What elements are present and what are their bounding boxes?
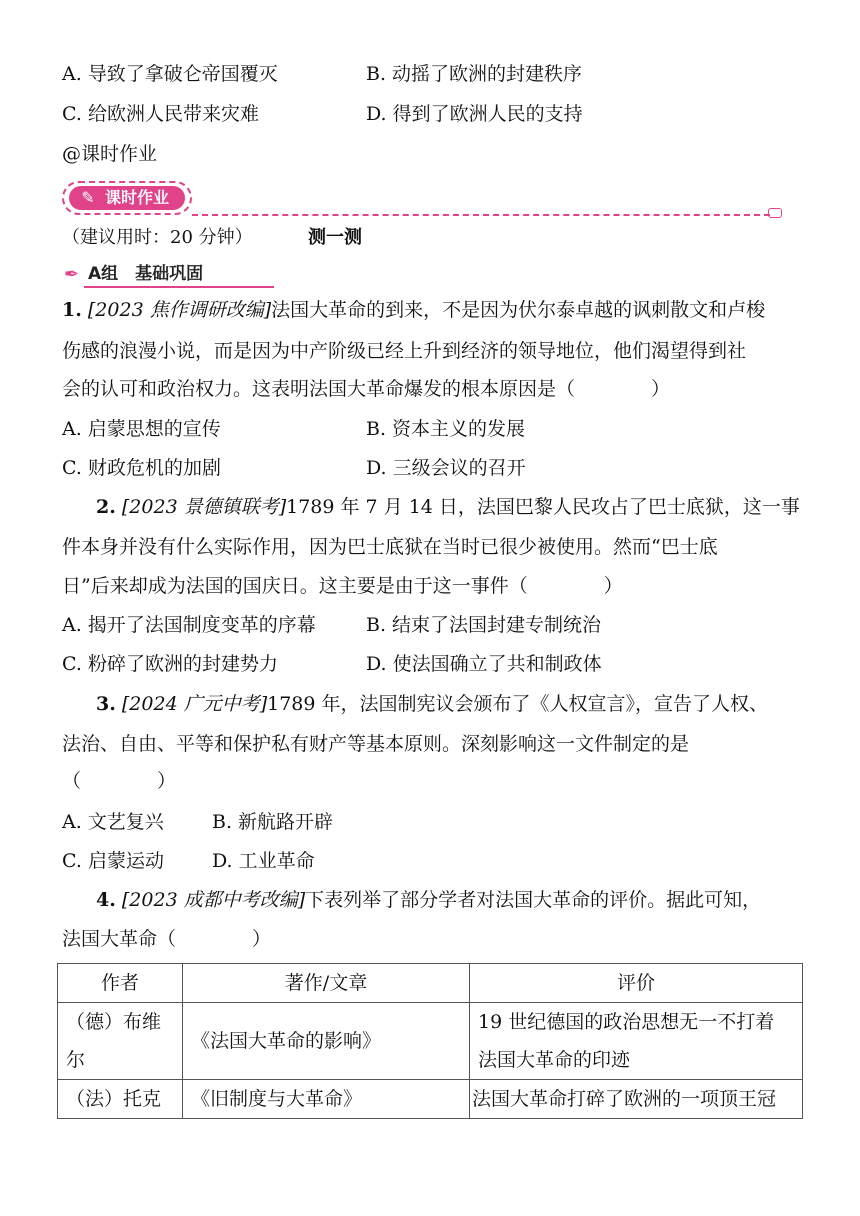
q3-source: [2024 广元中考] (121, 693, 268, 715)
q1-number: 1. (62, 299, 82, 321)
q1-source: [2023 焦作调研改编] (87, 299, 272, 321)
author-line: （德）布维 (66, 1011, 162, 1033)
q4-text1: 下表列举了部分学者对法国大革命的评价。据此可知， (305, 889, 762, 911)
q1-line2: 伤感的浪漫小说，而是因为中产阶级已经上升到经济的领导地位，他们渴望得到社 (62, 340, 747, 362)
q4-number: 4. (96, 889, 116, 911)
header-author: 作者 (58, 964, 183, 1003)
pencil-ruler-icon: ✎ (81, 188, 95, 207)
author-line: 尔 (66, 1049, 86, 1071)
table-cell-work: 《旧制度与大革命》 (183, 1080, 470, 1119)
prev-option-d: D. 得到了欧洲人民的支持 (366, 103, 583, 125)
q3-text1: 1789 年，法国制宪议会颁布了《人权宣言》，宣告了人权、 (267, 693, 769, 715)
q2-option-b: B. 结束了法国封建专制统治 (366, 614, 602, 636)
q2-option-d: D. 使法国确立了共和制政体 (366, 653, 602, 675)
table-cell-work: 《法国大革命的影响》 (183, 1003, 470, 1080)
table-cell-evaluation (470, 1003, 803, 1080)
q3-option-c: C. 启蒙运动 (62, 850, 164, 872)
table-row (58, 1003, 803, 1080)
header-evaluation: 评价 (470, 964, 803, 1003)
q4-line2: 法国大革命（ ） (62, 928, 272, 950)
q1-option-b: B. 资本主义的发展 (366, 418, 526, 440)
q1-option-a: A. 启蒙思想的宣传 (62, 418, 221, 440)
q1-option-d: D. 三级会议的召开 (366, 457, 526, 479)
evaluation-line: 法国大革命的印迹 (478, 1049, 631, 1071)
header-work: 著作/文章 (183, 964, 470, 1003)
q2-line3: 日”后来却成为法国的国庆日。这主要是由于这一事件（ ） (62, 575, 623, 597)
q3-line3: （ ） (62, 770, 177, 792)
q3-option-d: D. 工业革命 (212, 850, 315, 872)
table-cell-author: （法）托克 (58, 1080, 183, 1119)
prev-option-c: C. 给欧洲人民带来灾难 (62, 103, 259, 125)
group-title: A组 基础巩固 (88, 264, 204, 284)
divider-end-icon (768, 208, 782, 218)
section-badge (62, 181, 192, 215)
q3-line2: 法治、自由、平等和保护私有财产等基本原则。深刻影响这一文件制定的是 (62, 733, 690, 755)
q3-option-a: A. 文艺复兴 (62, 811, 164, 833)
q3-number: 3. (96, 693, 116, 715)
q2-number: 2. (96, 496, 116, 518)
q3-option-b: B. 新航路开辟 (212, 811, 334, 833)
pen-icon: ✒ (64, 264, 80, 285)
time-hint: （建议用时：20 分钟） (62, 227, 253, 248)
table-cell-evaluation: 法国大革命打碎了欧洲的一项顶王冠 (470, 1080, 803, 1119)
group-tag (62, 262, 212, 288)
section-marker: @课时作业 (62, 143, 158, 165)
q1-text1: 法国大革命的到来，不是因为伏尔泰卓越的讽刺散文和卢梭 (271, 299, 766, 321)
group-underline (84, 286, 274, 288)
q2-line2: 件本身并没有什么实际作用，因为巴士底狱在当时已很少被使用。然而“巴士底 (62, 536, 718, 558)
q4-source: [2023 成都中考改编] (121, 889, 306, 911)
evaluation-line: 19 世纪德国的政治思想无一不打着 (478, 1011, 775, 1033)
section-divider (192, 214, 770, 216)
q4-line1 (96, 887, 761, 913)
section-badge-label: 课时作业 (105, 188, 170, 207)
table-cell-author (58, 1003, 183, 1080)
table-row (58, 1080, 803, 1119)
q2-option-a: A. 揭开了法国制度变革的序幕 (62, 614, 316, 636)
q2-text1: 1789 年 7 月 14 日，法国巴黎人民攻占了巴士底狱，这一事 (286, 496, 800, 518)
test-label: 测一测 (308, 227, 362, 248)
q3-line1 (96, 691, 768, 717)
q2-option-c: C. 粉碎了欧洲的封建势力 (62, 653, 278, 675)
q1-line3: 会的认可和政治权力。这表明法国大革命爆发的根本原因是（ ） (62, 378, 671, 400)
q2-line1 (96, 494, 800, 520)
q1-option-c: C. 财政危机的加剧 (62, 457, 221, 479)
evaluation-table (57, 963, 803, 1119)
q2-source: [2023 景德镇联考] (121, 496, 287, 518)
prev-option-b: B. 动摇了欧洲的封建秩序 (366, 63, 583, 85)
q1-line1 (62, 297, 765, 323)
table-header-row (58, 964, 803, 1003)
prev-option-a: A. 导致了拿破仑帝国覆灭 (62, 63, 278, 85)
